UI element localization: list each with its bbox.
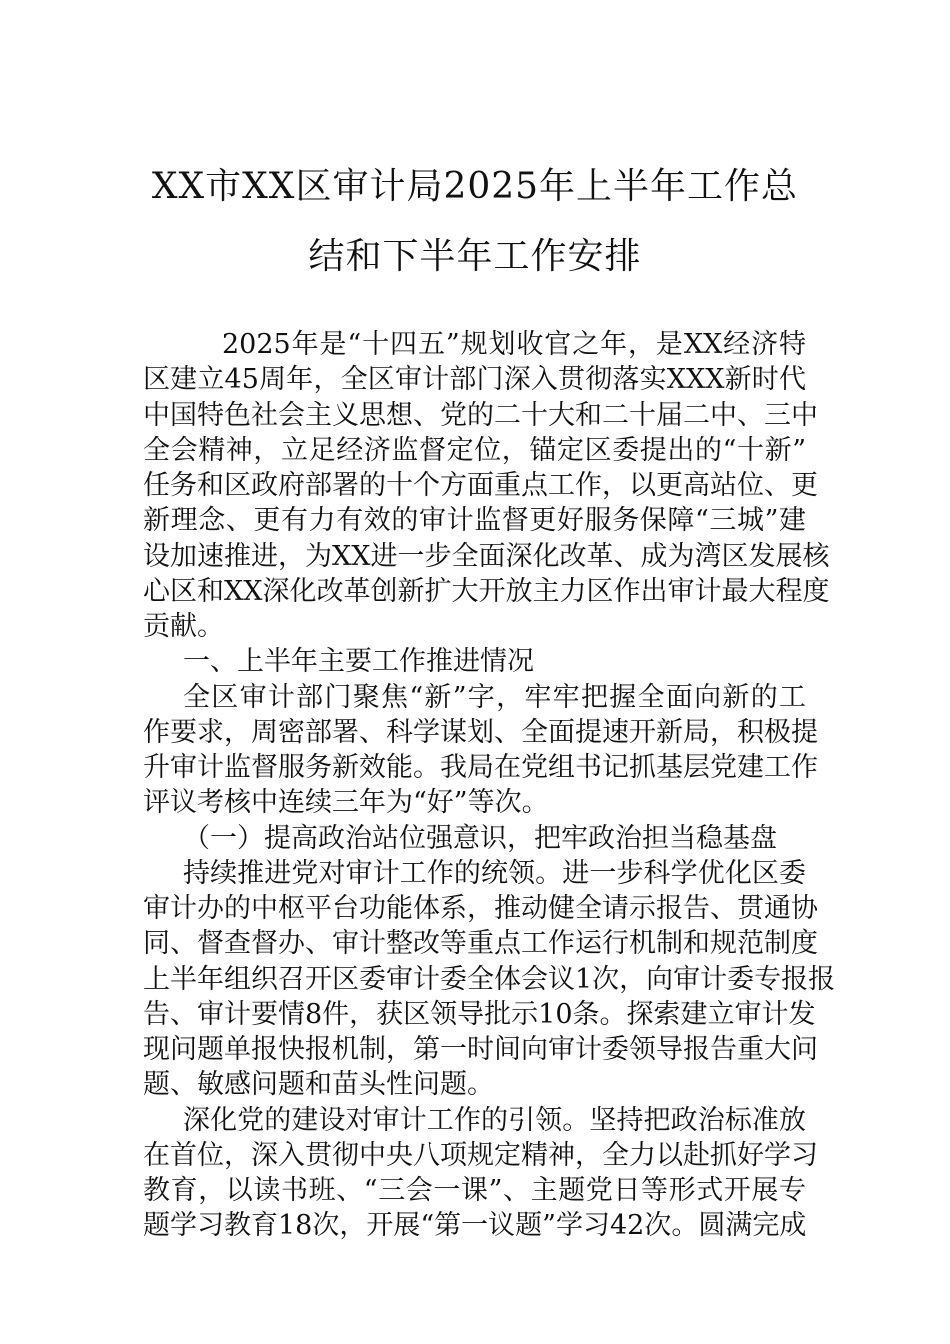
text-line: 心区和XX深化改革创新扩大开放主力区作出审计最大程度 (143, 575, 830, 607)
text-line: 设加速推进，为XX进一步全面深化改革、成为湾区发展核 (143, 540, 830, 572)
text-line: 全区审计部门聚焦“新”字，牢牢把握全面向新的工 (183, 681, 806, 713)
section-heading (143, 644, 806, 679)
document-title-line-1: XX市XX区审计局2025年上半年工作总 (151, 166, 799, 207)
paragraph (143, 856, 836, 1103)
text-line: 现问题单报快报机制，第一时间向审计委领导报告重大问 (143, 1034, 818, 1065)
text-line: 持续推进党对审计工作的统领。进一步科学优化区委 (183, 857, 806, 889)
subsection-heading (143, 821, 806, 856)
text-line: 上半年组织召开区委审计委全体会议1次，向审计委专报报 (143, 963, 836, 995)
text-line: 2025年是“十四五”规划收官之年，是XX经济特 (222, 329, 806, 360)
text-line: 升审计监督服务新效能。我局在党组书记抓基层党建工作 (143, 752, 818, 783)
intro-paragraph (143, 327, 830, 644)
text-line: 新理念、更有力有效的审计监督更好服务保障“三城”建 (143, 505, 806, 537)
text-line: 同、督查督办、审计整改等重点工作运行机制和规范制度 (143, 928, 818, 960)
text-line: 中国特色社会主义思想、党的二十大和二十届二中、三中 (143, 399, 818, 431)
section-intro-paragraph (143, 680, 818, 821)
text-line: 题学习教育18次，开展“第一议题”学习42次。圆满完成 (143, 1210, 807, 1242)
paragraph (143, 1103, 818, 1244)
text-line: （一）提高政治站位强意识，把牢政治担当稳基盘 (183, 822, 777, 854)
text-line: 全会精神，立足经济监督定位，锚定区委提出的“十新” (143, 434, 806, 466)
document-body (143, 327, 836, 1244)
document-title-line-2: 结和下半年工作安排 (308, 236, 642, 277)
text-line: 题、敏感问题和苗头性问题。 (143, 1069, 494, 1101)
text-line: 教育，以读书班、“三会一课”、主题党日等形式开展专 (143, 1175, 806, 1206)
text-line: 任务和区政府部署的十个方面重点工作，以更高站位、更 (143, 470, 818, 501)
text-line: 贡献。 (143, 611, 224, 642)
text-line: 评议考核中连续三年为“好”等次。 (143, 787, 549, 819)
text-line: 一、上半年主要工作推进情况 (183, 646, 534, 678)
text-line: 作要求，周密部署、科学谋划、全面提速开新局，积极提 (143, 716, 818, 748)
text-line: 审计办的中枢平台功能体系，推动健全请示报告、贯通协 (143, 893, 818, 924)
text-line: 告、审计要情8件，获区领导批示10条。探索建立审计发 (143, 998, 816, 1030)
text-line: 深化党的建设对审计工作的引领。坚持把政治标准放 (183, 1104, 806, 1136)
text-line: 区建立45周年，全区审计部门深入贯彻落实XXX新时代 (143, 364, 806, 396)
text-line: 在首位，深入贯彻中央八项规定精神，全力以赴抓好学习 (143, 1139, 818, 1171)
